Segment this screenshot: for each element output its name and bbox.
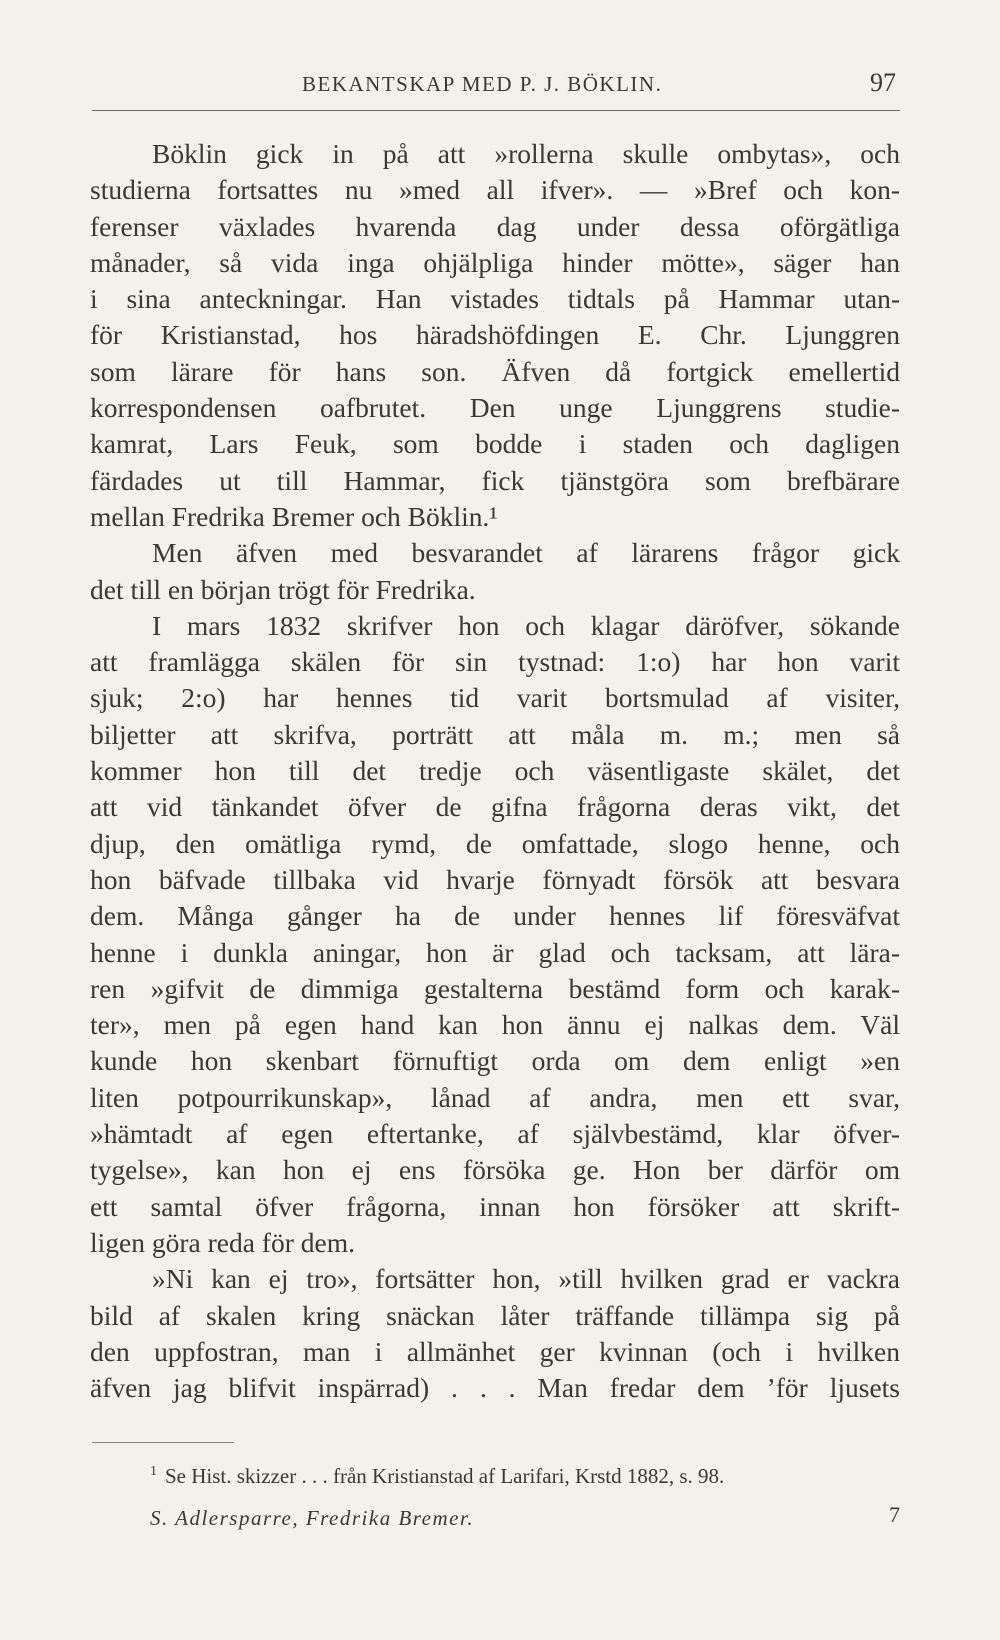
text-line: »Ni kan ej tro», fortsätter hon, »till hvilken grad er vackra <box>152 1263 900 1295</box>
text-line: mellan Fredrika Bremer och Böklin.¹ <box>90 500 498 532</box>
header-rule <box>92 110 900 111</box>
body-text <box>90 136 900 1406</box>
text-line: ett samtal öfver frågorna, innan hon försöker att skrift- <box>90 1190 900 1222</box>
text-line: liten potpourrikunskap», lånad af andra, men ett svar, <box>90 1081 900 1113</box>
printer-signature: S. Adlersparre, Fredrika Bremer. <box>150 1506 475 1530</box>
text-line: kommer hon till det tredje och väsentligaste skälet, det <box>90 755 900 787</box>
text-line: studierna fortsattes nu »med all ifver». — »Bref och kon- <box>90 174 900 206</box>
text-line: »hämtadt af egen eftertanke, af självbestämd, klar öfver- <box>90 1118 900 1150</box>
running-head <box>90 68 900 104</box>
text-line: henne i dunkla aningar, hon är glad och tacksam, att lära- <box>90 936 900 968</box>
text-line: i sina anteckningar. Han vistades tidtals på Hammar utan- <box>90 283 900 315</box>
text-line: äfven jag blifvit inspärrad) . . . Man fredar dem ’för ljusets <box>90 1372 900 1404</box>
text-line: biljetter att skrifva, porträtt att måla m. m.; men så <box>90 718 900 750</box>
running-head-title: BEKANTSKAP MED P. J. BÖKLIN. <box>302 72 663 96</box>
text-line: sjuk; 2:o) har hennes tid varit bortsmulad af visiter, <box>90 682 900 714</box>
text-line: ren »gifvit de dimmiga gestalterna bestämd form och karak- <box>90 972 900 1004</box>
footnote <box>150 1464 900 1489</box>
text-line: bild af skalen kring snäckan låter träffande tillämpa sig på <box>90 1299 900 1331</box>
footnote-rule <box>92 1442 234 1443</box>
text-line: korrespondensen oafbrutet. Den unge Ljunggrens studie- <box>90 392 900 424</box>
text-line: färdades ut till Hammar, fick tjänstgöra som brefbärare <box>90 464 900 496</box>
footnote-marker: 1 <box>150 1464 157 1479</box>
text-line: ligen göra reda för dem. <box>90 1226 355 1258</box>
text-line: kamrat, Lars Feuk, som bodde i staden och dagligen <box>90 428 900 460</box>
text-line: att framlägga skälen för sin tystnad: 1:o) har hon varit <box>90 646 900 678</box>
text-line: kunde hon skenbart förnuftigt orda om dem enligt »en <box>90 1045 900 1077</box>
footnote-text: Se Hist. skizzer . . . från Kristianstad af Larifari, Krstd 1882, s. 98. <box>165 1464 725 1488</box>
text-line: det till en början trögt för Fredrika. <box>90 573 476 605</box>
text-line: som lärare för hans son. Äfven då fortgick emellertid <box>90 355 900 387</box>
text-line: den uppfostran, man i allmänhet ger kvinnan (och i hvilken <box>90 1335 900 1367</box>
text-line: att vid tänkandet öfver de gifna frågorna deras vikt, det <box>90 791 900 823</box>
page-number: 97 <box>870 68 896 97</box>
text-line: dem. Många gånger ha de under hennes lif föresväfvat <box>90 900 900 932</box>
text-line: månader, så vida inga ohjälpliga hinder mötte», säger han <box>90 246 900 278</box>
text-line: ter», men på egen hand kan hon ännu ej nalkas dem. Väl <box>90 1009 900 1041</box>
text-line: djup, den omätliga rymd, de omfattade, slogo henne, och <box>90 827 900 859</box>
text-line: Böklin gick in på att »rollerna skulle ombytas», och <box>152 138 900 169</box>
text-line: tygelse», kan hon ej ens försöka ge. Hon ber därför om <box>90 1154 900 1186</box>
text-line: Men äfven med besvarandet af lärarens frågor gick <box>152 537 900 569</box>
text-line: I mars 1832 skrifver hon och klagar däröfver, sökande <box>152 609 900 641</box>
text-line: ferenser växlades hvarenda dag under dessa oförgätliga <box>90 210 900 242</box>
signature-number: 7 <box>889 1502 900 1527</box>
text-line: för Kristianstad, hos häradshöfdingen E. Chr. Ljunggren <box>90 319 900 351</box>
text-line: hon bäfvade tillbaka vid hvarje förnyadt försök att besvara <box>90 863 900 895</box>
